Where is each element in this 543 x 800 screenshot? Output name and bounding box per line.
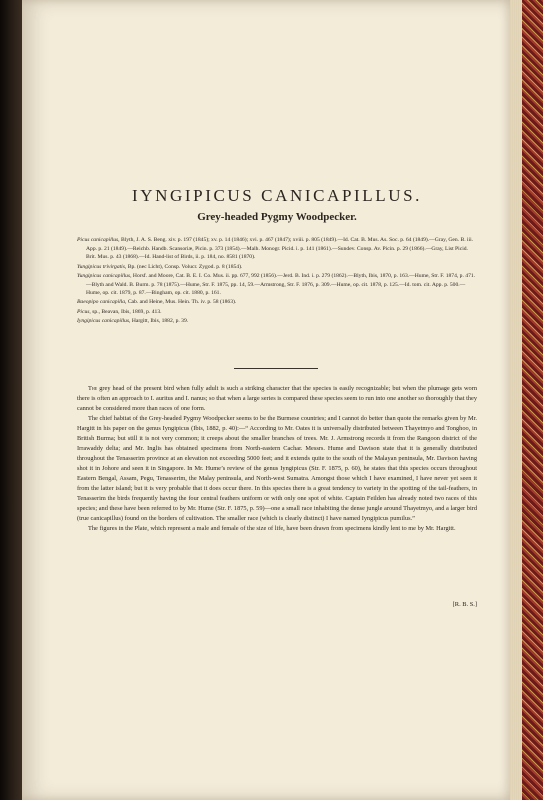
paragraph-text: The chief habitat of the Grey-headed Pygmy Woodpecker seems to be the Burmese countries; and I cannot do better than quote the remarks given by Mr. Hargitt in his paper on the genus Iyngipicus (Ibis, 1882, p. 40):—“ According to Mr. Oates it is universally distributed between Thayetmyo and Tonghoo, in British Burma; but still it is not very common; it creeps about the smaller branches of trees. Mr. J. Armstrong records it from the Rangoon district of the Irrawaddy delta; and Mr. Inglis has obtained specimens from North-eastern Cachar. Messrs. Hume and Davison state that it is generally distributed throughout the Tenasserim province at an elevation not exceeding 5000 feet; and it extends quite to the south of the Malayan peninsula, Mr. Davison having shot it in Johore and seen it in Singapore. In Mr. Hume’s review of the genus Iyngipicus (Str. F. 1875, p. 60), he states that this species occurs throughout Eastern Bengal, Assam, Pegu, Tenasserim, the Malay peninsula, and North-west Sumatra. Amongst those which I have examined, I have never yet seen it from the latter island; but it is very probable that it does occur there. In this species there is a great tendency to variety in the spotting of the tail-feathers, in Tenasserim the birds frequently having the four central feathers uniform or with only one spot of white. Captain Feilden has already noted two races of this species; and these have been referred to by Mr. Hume (Str. F. 1875, p. 59)—one a small race inhabiting the dense jungle around Thayetmyo, and a larger bird (true canicapillus) found on the borders of cultivation. The smaller race (which is clearly distinct) I have named Iyngipicus pumilus.” — [77, 415, 477, 522]
author-initials: [R. B. S.] — [452, 601, 477, 608]
synonym-reference: Blyth, J. A. S. Beng. xiv. p. 197 (1845); xv. p. 14 (1846); xvi. p. 467 (1847); xviii. p. 805 (1849).—Id. Cat. B. Mus. As. Soc. p. 64 (1849).—Gray, Gen. B. iii. App. p. 21 (1849).—Reichb. Handb. Scansoriæ, Picin. p. 373 (1854).—Malh. Monogr. Picid. i. p. 141 (1861).—Sundev. Consp. Av. Picin. p. 29 (1866).—Gray, List Picid. Brit. Mus. p. 43 (1868).—Id. Hand-list of Birds, ii. p. 184, no. 8581 (1870). — [86, 237, 474, 261]
synonym-entry — [77, 298, 477, 307]
book-gutter — [0, 0, 22, 800]
synonym-name: Yungipicus canicapillus, — [77, 272, 132, 279]
synonym-name: Picus canicapillus, — [77, 237, 120, 243]
synonymy-list — [77, 236, 477, 326]
synonym-name: Baeopipo canicapilla, — [77, 299, 127, 306]
synonym-name: Iyngipicus canicapillus, — [77, 317, 131, 324]
synonym-entry — [77, 272, 477, 298]
synonym-name: Yungipicus trivirgatis, — [77, 263, 127, 270]
synonym-reference: Horsf. and Moore, Cat. B. E. I. Co. Mus. ii. pp. 677, 992 (1856).—Jerd. B. Ind. i. p. 279 (1862).—Blyth, Ibis, 1870, p. 163.—Hume, Str. F. 1874, p. 471.—Blyth and Wald. B. Burm. p. 78 (1875).—Hume, Str. F. 1875, pp. 14, 59.—Armstrong, Str. F. 1876, p. 309.—Hume, op. cit. 1878, p. 125.—Id. tom. cit. App. p. 500.—Hume, op. cit. 1879, p. 87.—Bingham, op. cit. 1880, p. 161. — [86, 272, 476, 297]
synonym-entry — [77, 236, 477, 262]
paragraph-lead: The — [88, 385, 98, 392]
species-title: IYNGIPICUS CANICAPILLUS. — [131, 186, 423, 205]
common-name-subtitle: Grey-headed Pygmy Woodpecker. — [197, 211, 357, 223]
paragraph — [77, 384, 477, 414]
page-edges — [510, 0, 522, 800]
synonym-entry — [77, 308, 477, 317]
synonym-reference: Hargitt, Ibis, 1882, p. 39. — [131, 317, 189, 324]
synonym-name: Picus, — [77, 308, 91, 315]
synonym-reference: Bp. (nec Licht), Consp. Volucr. Zygod. p. 8 (1854). — [127, 263, 243, 270]
synonym-reference: Cab. and Heine, Mus. Hein. Th. iv. p. 58 (1863). — [127, 299, 237, 306]
synonym-entry — [77, 317, 477, 326]
paragraph-text: The figures in the Plate, which represent a male and female of the size of life, have been drawn from specimens kindly lent to me by Mr. Hargitt. — [88, 525, 456, 532]
body-text — [77, 384, 477, 534]
marbled-cover-edge — [522, 0, 543, 800]
synonym-reference: sp., Beavan, Ibis, 1869, p. 413. — [92, 308, 162, 315]
synonym-entry — [77, 263, 477, 272]
paragraph-text: grey head of the present bird when fully adult is such a striking character that the species is easily recognizable; but when the plumage gets worn there is often an approach to I. auritus and I. nanus; so that when a large series is compared these species seem to run into one another so thoroughly that they cannot be considered more than races of one form. — [77, 385, 477, 412]
section-divider — [234, 368, 318, 369]
paragraph — [77, 524, 477, 534]
paragraph — [77, 414, 477, 524]
page-content — [77, 0, 477, 800]
